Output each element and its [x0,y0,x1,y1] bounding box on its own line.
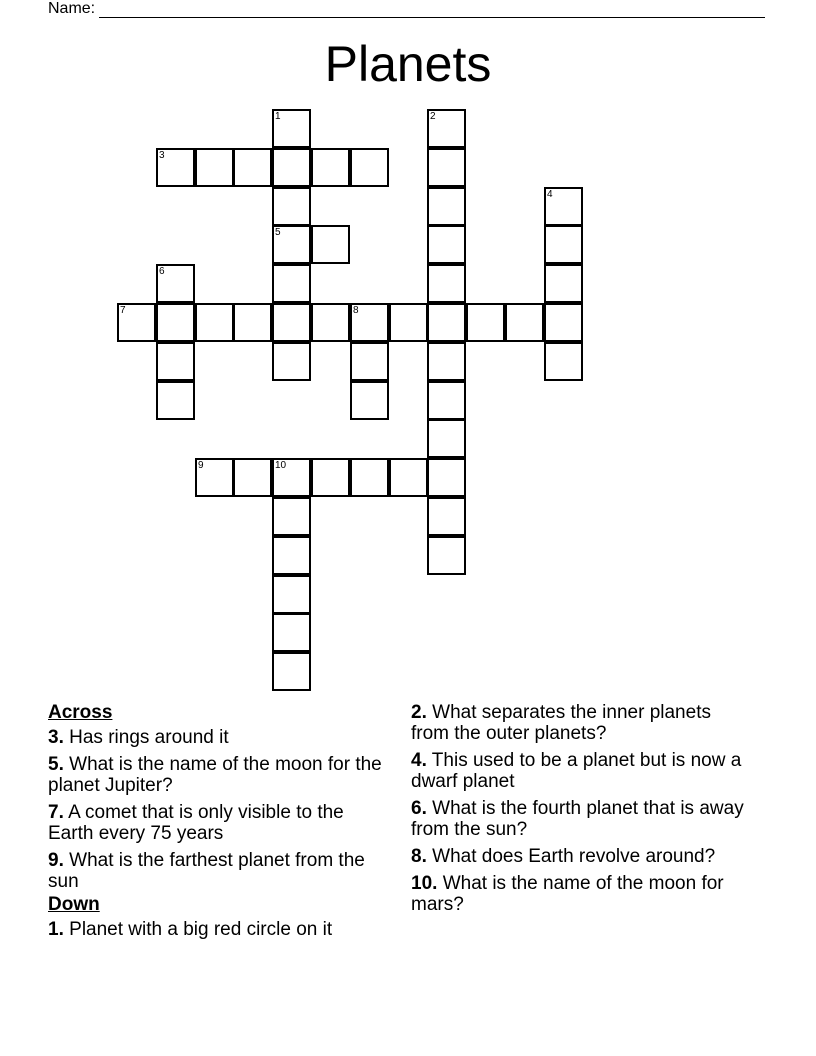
across-heading: Across [48,702,113,723]
grid-cell[interactable] [311,303,350,342]
grid-cell[interactable] [272,148,311,187]
grid-cell[interactable] [311,148,350,187]
clue-text: Has rings around it [69,727,229,748]
cell-number: 5 [275,227,281,238]
grid-cell[interactable] [427,536,466,575]
page-title: Planets [324,36,492,92]
grid-cell[interactable] [272,225,311,264]
grid-cell[interactable] [233,303,272,342]
grid-cell[interactable] [544,342,583,381]
clue-text: What is the farthest planet from the sun [48,850,365,892]
clue-across-5 [48,754,393,796]
grid-cell[interactable] [156,303,195,342]
clue-down-10 [411,873,751,915]
grid-cell[interactable] [350,381,389,420]
clue-across-3 [48,727,393,748]
grid-cell[interactable] [311,458,350,497]
grid-cell[interactable] [156,148,195,187]
grid-cell[interactable] [195,148,234,187]
clue-number: 8. [411,846,427,867]
grid-cell[interactable] [311,225,350,264]
grid-cell[interactable] [272,652,311,691]
clue-text: A comet that is only visible to the Earth every 75 years [48,802,344,844]
clue-text: What is the name of the moon for the planet Jupiter? [48,754,382,796]
grid-cell[interactable] [544,264,583,303]
name-label: Name: [48,0,96,17]
cell-number: 1 [275,111,281,122]
grid-cell[interactable] [544,225,583,264]
grid-cell[interactable] [272,536,311,575]
clue-text: What separates the inner planets from the outer planets? [411,702,711,744]
clue-number: 9. [48,850,64,871]
grid-cell[interactable] [233,458,272,497]
clue-text: This used to be a planet but is now a dwarf planet [411,750,742,792]
clue-number: 1. [48,919,64,940]
grid-cell[interactable] [427,303,466,342]
grid-cell[interactable] [427,342,466,381]
clue-text: What does Earth revolve around? [432,846,716,867]
clue-number: 4. [411,750,427,771]
grid-cell[interactable] [350,342,389,381]
clue-down-6 [411,798,751,840]
clue-number: 6. [411,798,427,819]
cell-number: 8 [353,305,359,316]
down-heading: Down [48,894,100,915]
clue-text: What is the name of the moon for mars? [411,873,724,915]
grid-cell[interactable] [272,187,311,226]
cell-number: 3 [159,150,165,161]
grid-cell[interactable] [389,303,428,342]
clue-number: 5. [48,754,64,775]
grid-cell[interactable] [272,264,311,303]
grid-cell[interactable] [427,187,466,226]
grid-cell[interactable] [272,613,311,652]
clue-across-9 [48,850,393,892]
grid-cell[interactable] [350,303,389,342]
grid-cell[interactable] [156,381,195,420]
grid-cell[interactable] [427,225,466,264]
grid-cell[interactable] [272,575,311,614]
cell-number: 7 [120,305,126,316]
grid-cell[interactable] [195,303,234,342]
grid-cell[interactable] [233,148,272,187]
grid-cell[interactable] [272,342,311,381]
grid-cell[interactable] [505,303,544,342]
grid-cell[interactable] [350,458,389,497]
cell-number: 2 [430,111,436,122]
grid-cell[interactable] [427,109,466,148]
clue-down-4 [411,750,751,792]
grid-cell[interactable] [544,303,583,342]
clue-down-2 [411,702,751,744]
clue-number: 10. [411,873,438,894]
cell-number: 9 [198,460,204,471]
grid-cell[interactable] [466,303,505,342]
clue-down-1 [48,919,393,940]
grid-cell[interactable] [389,458,428,497]
grid-cell[interactable] [350,148,389,187]
grid-cell[interactable] [544,187,583,226]
grid-cell[interactable] [427,497,466,536]
clues-left-column [48,702,393,946]
grid-cell[interactable] [195,458,234,497]
grid-cell[interactable] [427,381,466,420]
clue-text: Planet with a big red circle on it [69,919,333,940]
clue-down-8 [411,846,751,867]
grid-cell[interactable] [272,497,311,536]
clue-text: What is the fourth planet that is away from the sun? [411,798,744,840]
clue-number: 7. [48,802,64,823]
grid-cell[interactable] [272,303,311,342]
clue-number: 2. [411,702,427,723]
grid-cell[interactable] [427,264,466,303]
clues-right-column [411,702,751,921]
grid-cell[interactable] [427,458,466,497]
grid-cell[interactable] [156,264,195,303]
cell-number: 10 [275,460,287,471]
clue-across-7 [48,802,393,844]
cell-number: 6 [159,266,165,277]
cell-number: 4 [547,189,553,200]
grid-cell[interactable] [427,148,466,187]
grid-cell[interactable] [272,458,311,497]
grid-cell[interactable] [427,419,466,458]
clue-number: 3. [48,727,64,748]
grid-cell[interactable] [156,342,195,381]
grid-cell[interactable] [117,303,156,342]
grid-cell[interactable] [272,109,311,148]
